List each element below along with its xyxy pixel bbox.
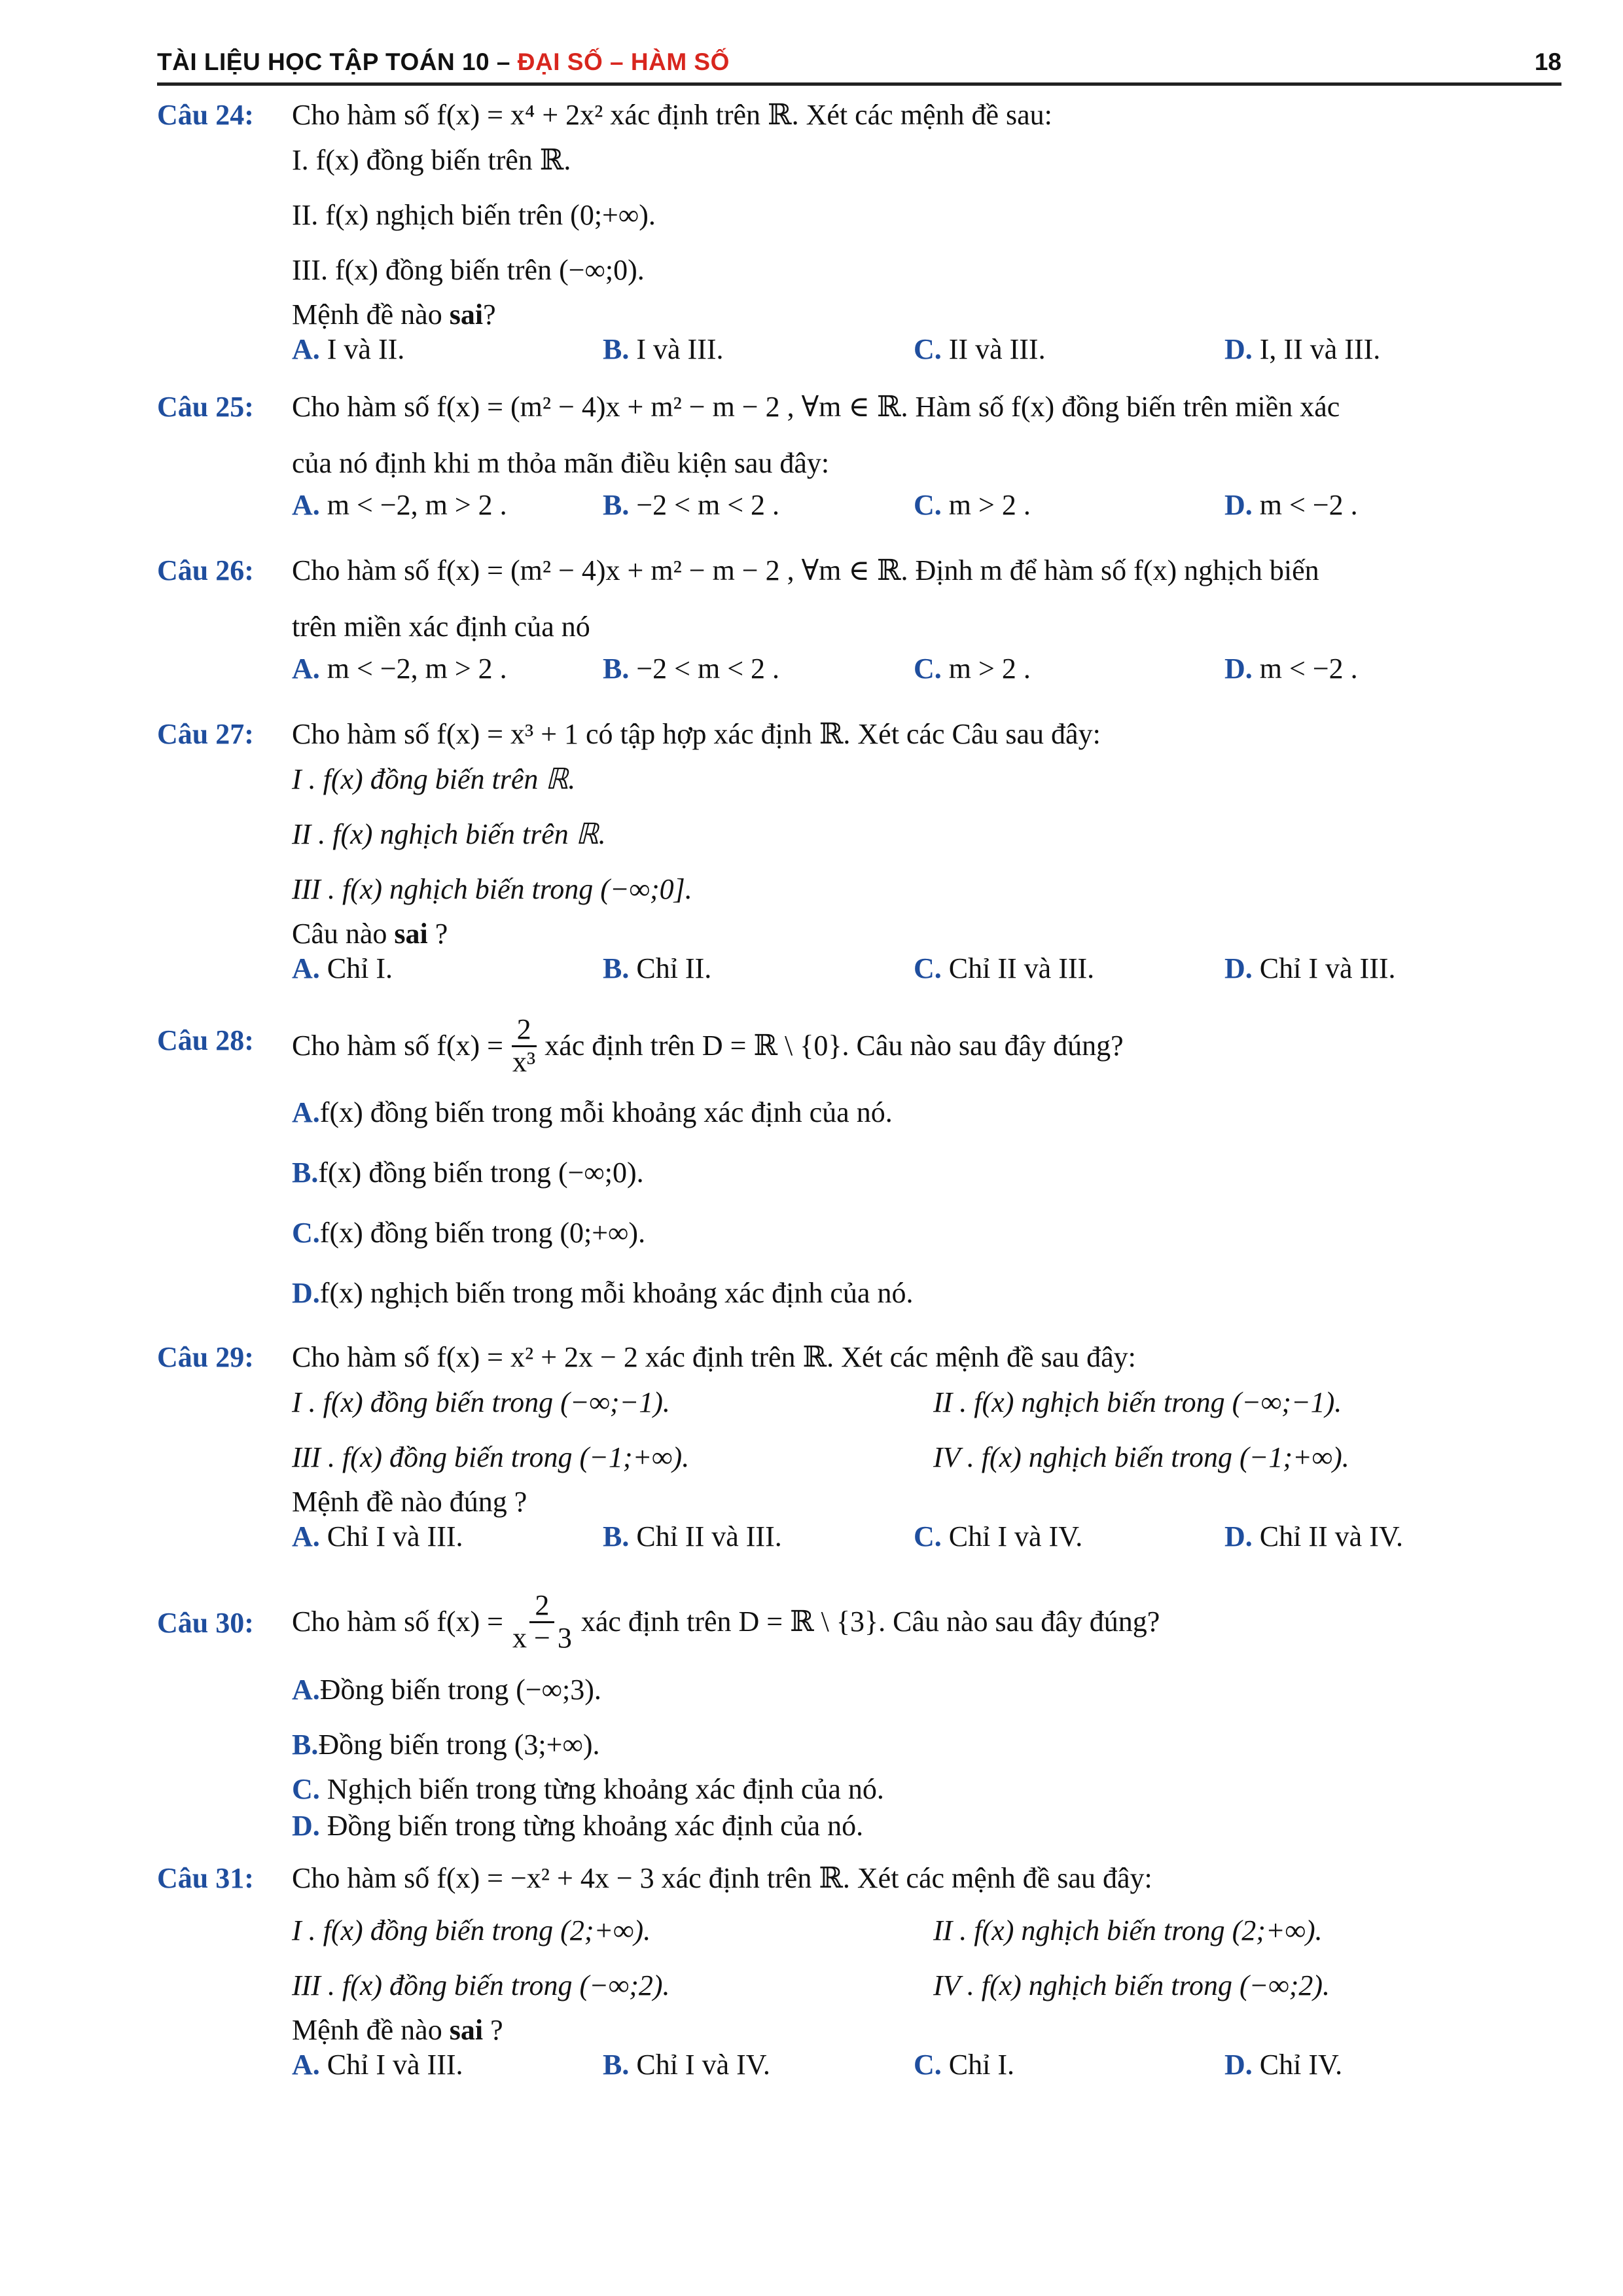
question-label: Câu 29: (157, 1341, 254, 1373)
option-b[interactable]: B. −2 < m < 2 . (603, 489, 780, 521)
option-a[interactable]: A. m < −2, m > 2 . (292, 489, 507, 521)
option-c[interactable]: C. f(x) đồng biến trong (0;+∞). (292, 1216, 646, 1249)
question-31 (157, 1861, 1561, 2087)
question-24 (157, 98, 1561, 372)
option-d[interactable]: D. Đồng biến trong từng khoảng xác định của nó. (292, 1810, 864, 1842)
question-label: Câu 26: (157, 554, 254, 586)
question-label: Câu 27: (157, 718, 254, 750)
question-stem: của nó định khi m thỏa mãn điều kiện sau đây: (292, 447, 830, 479)
question-stem: trên miền xác định của nó (292, 611, 590, 643)
question-27 (157, 717, 1561, 991)
statement-row (292, 1903, 1561, 1958)
option-a[interactable]: A. Đồng biến trong (−∞;3). (292, 1673, 601, 1706)
question-stem: Cho hàm số f(x) = x² + 2x − 2 xác định trên ℝ. Xét các mệnh đề sau đây: (292, 1341, 1136, 1373)
statement: IV . f(x) nghịch biến trong (−1;+∞). (933, 1441, 1349, 1473)
question-stem: Cho hàm số f(x) = $\frac{2}{x - 3}$ xác định trên D = ℝ \ {3}. Câu nào sau đây đúng? (292, 1589, 1160, 1654)
option-d[interactable]: D. Chỉ I và III. (1224, 952, 1396, 984)
statement: II . f(x) nghịch biến trong (−∞;−1). (933, 1386, 1342, 1418)
statement-row (292, 1430, 1561, 1485)
statement: I. f(x) đồng biến trên ℝ. (292, 143, 571, 176)
question-25 (157, 390, 1561, 528)
option-a[interactable]: A. Chỉ I và III. (292, 2049, 463, 2081)
question-28 (157, 1009, 1561, 1323)
answer-options (292, 488, 1561, 528)
statement: III . f(x) đồng biến trong (−∞;2). (292, 1969, 670, 2001)
option-c[interactable]: C. m > 2 . (914, 653, 1031, 685)
question-ask: Câu nào sai ? (292, 918, 448, 950)
option-c[interactable]: C. II và III. (914, 333, 1046, 365)
option-b[interactable]: B. −2 < m < 2 . (603, 653, 780, 685)
statement: I . f(x) đồng biến trên ℝ. (292, 762, 576, 795)
fraction: $\frac{2}{x - 3}$ (512, 1589, 572, 1654)
question-ask: Mệnh đề nào sai? (292, 298, 496, 331)
answer-options (292, 952, 1561, 991)
question-ask: Mệnh đề nào đúng ? (292, 1486, 527, 1518)
question-stem: Cho hàm số f(x) = $\frac{2}{\text{x³}}$ xác định trên D = ℝ \ {0}. Câu nào sau đây đúng? (292, 1013, 1124, 1078)
question-list (157, 98, 1561, 2087)
question-29 (157, 1340, 1561, 1559)
option-c[interactable]: C. m > 2 . (914, 489, 1031, 521)
statement: II . f(x) nghịch biến trong (2;+∞). (933, 1914, 1323, 1946)
option-b[interactable]: B. f(x) đồng biến trong (−∞;0). (292, 1156, 644, 1189)
statement: II. f(x) nghịch biến trên (0;+∞). (292, 198, 656, 231)
question-ask: Mệnh đề nào sai ? (292, 2014, 503, 2046)
question-label: Câu 30: (157, 1607, 254, 1639)
option-b[interactable]: B. Chỉ I và IV. (603, 2049, 770, 2081)
fraction: $\frac{2}{\text{x³}}$ (512, 1013, 536, 1078)
option-c[interactable]: C. Chỉ II và III. (914, 952, 1095, 984)
question-label: Câu 24: (157, 99, 254, 131)
statement: IV . f(x) nghịch biến trong (−∞;2). (933, 1969, 1330, 2001)
option-a[interactable]: A. I và II. (292, 333, 405, 365)
statement: III. f(x) đồng biến trên (−∞;0). (292, 253, 645, 286)
question-stem: Cho hàm số f(x) = x³ + 1 có tập hợp xác định ℝ. Xét các Câu sau đây: (292, 718, 1101, 750)
option-b[interactable]: B. Đồng biến trong (3;+∞). (292, 1728, 600, 1761)
question-label: Câu 31: (157, 1862, 254, 1894)
option-a[interactable]: A. Chỉ I và III. (292, 1520, 463, 1552)
statement-row (292, 1375, 1561, 1430)
statement: I . f(x) đồng biến trong (2;+∞). (292, 1914, 651, 1946)
option-d[interactable]: D. f(x) nghịch biến trong mỗi khoảng xác định của nó. (292, 1276, 914, 1309)
option-c[interactable]: C. Nghịch biến trong từng khoảng xác định của nó. (292, 1773, 884, 1805)
answer-options (292, 1520, 1561, 1559)
question-26 (157, 554, 1561, 691)
title-black: TÀI LIỆU HỌC TẬP TOÁN 10 – (157, 48, 518, 75)
question-label: Câu 25: (157, 391, 254, 423)
option-a[interactable]: A. m < −2, m > 2 . (292, 653, 507, 685)
document-title (157, 48, 730, 76)
page-header (157, 39, 1561, 86)
option-b[interactable]: B. I và III. (603, 333, 724, 365)
question-label: Câu 28: (157, 1024, 254, 1056)
statement: III . f(x) đồng biến trong (−1;+∞). (292, 1441, 690, 1473)
answer-options (292, 652, 1561, 691)
statement: I . f(x) đồng biến trong (−∞;−1). (292, 1386, 670, 1418)
title-red: ĐẠI SỐ – HÀM SỐ (517, 48, 730, 75)
option-d[interactable]: D. I, II và III. (1224, 333, 1381, 365)
option-b[interactable]: B. Chỉ II. (603, 952, 712, 984)
page-number: 18 (1534, 48, 1561, 75)
option-d[interactable]: D. m < −2 . (1224, 489, 1358, 521)
question-stem: Cho hàm số f(x) = x⁴ + 2x² xác định trên ℝ. Xét các mệnh đề sau: (292, 99, 1052, 131)
question-stem: Cho hàm số f(x) = (m² − 4)x + m² − m − 2 , ∀m ∈ ℝ. Định m để hàm số f(x) nghịch biến (292, 554, 1319, 586)
answer-options (292, 332, 1561, 372)
option-d[interactable]: D. Chỉ II và IV. (1224, 1520, 1403, 1552)
option-c[interactable]: C. Chỉ I. (914, 2049, 1015, 2081)
question-stem: Cho hàm số f(x) = −x² + 4x − 3 xác định trên ℝ. Xét các mệnh đề sau đây: (292, 1862, 1152, 1894)
option-a[interactable]: A. f(x) đồng biến trong mỗi khoảng xác định của nó. (292, 1096, 893, 1128)
option-d[interactable]: D. Chỉ IV. (1224, 2049, 1343, 2081)
option-d[interactable]: D. m < −2 . (1224, 653, 1358, 685)
option-c[interactable]: C. Chỉ I và IV. (914, 1520, 1083, 1552)
statement: III . f(x) nghịch biến trong (−∞;0]. (292, 872, 692, 905)
option-b[interactable]: B. Chỉ II và III. (603, 1520, 782, 1552)
question-stem: Cho hàm số f(x) = (m² − 4)x + m² − m − 2 , ∀m ∈ ℝ. Hàm số f(x) đồng biến trên miền xác (292, 391, 1340, 423)
statement: II . f(x) nghịch biến trên ℝ. (292, 817, 606, 850)
answer-options (292, 2048, 1561, 2087)
question-30 (157, 1581, 1561, 1846)
option-a[interactable]: A. Chỉ I. (292, 952, 393, 984)
statement-row (292, 1958, 1561, 2013)
